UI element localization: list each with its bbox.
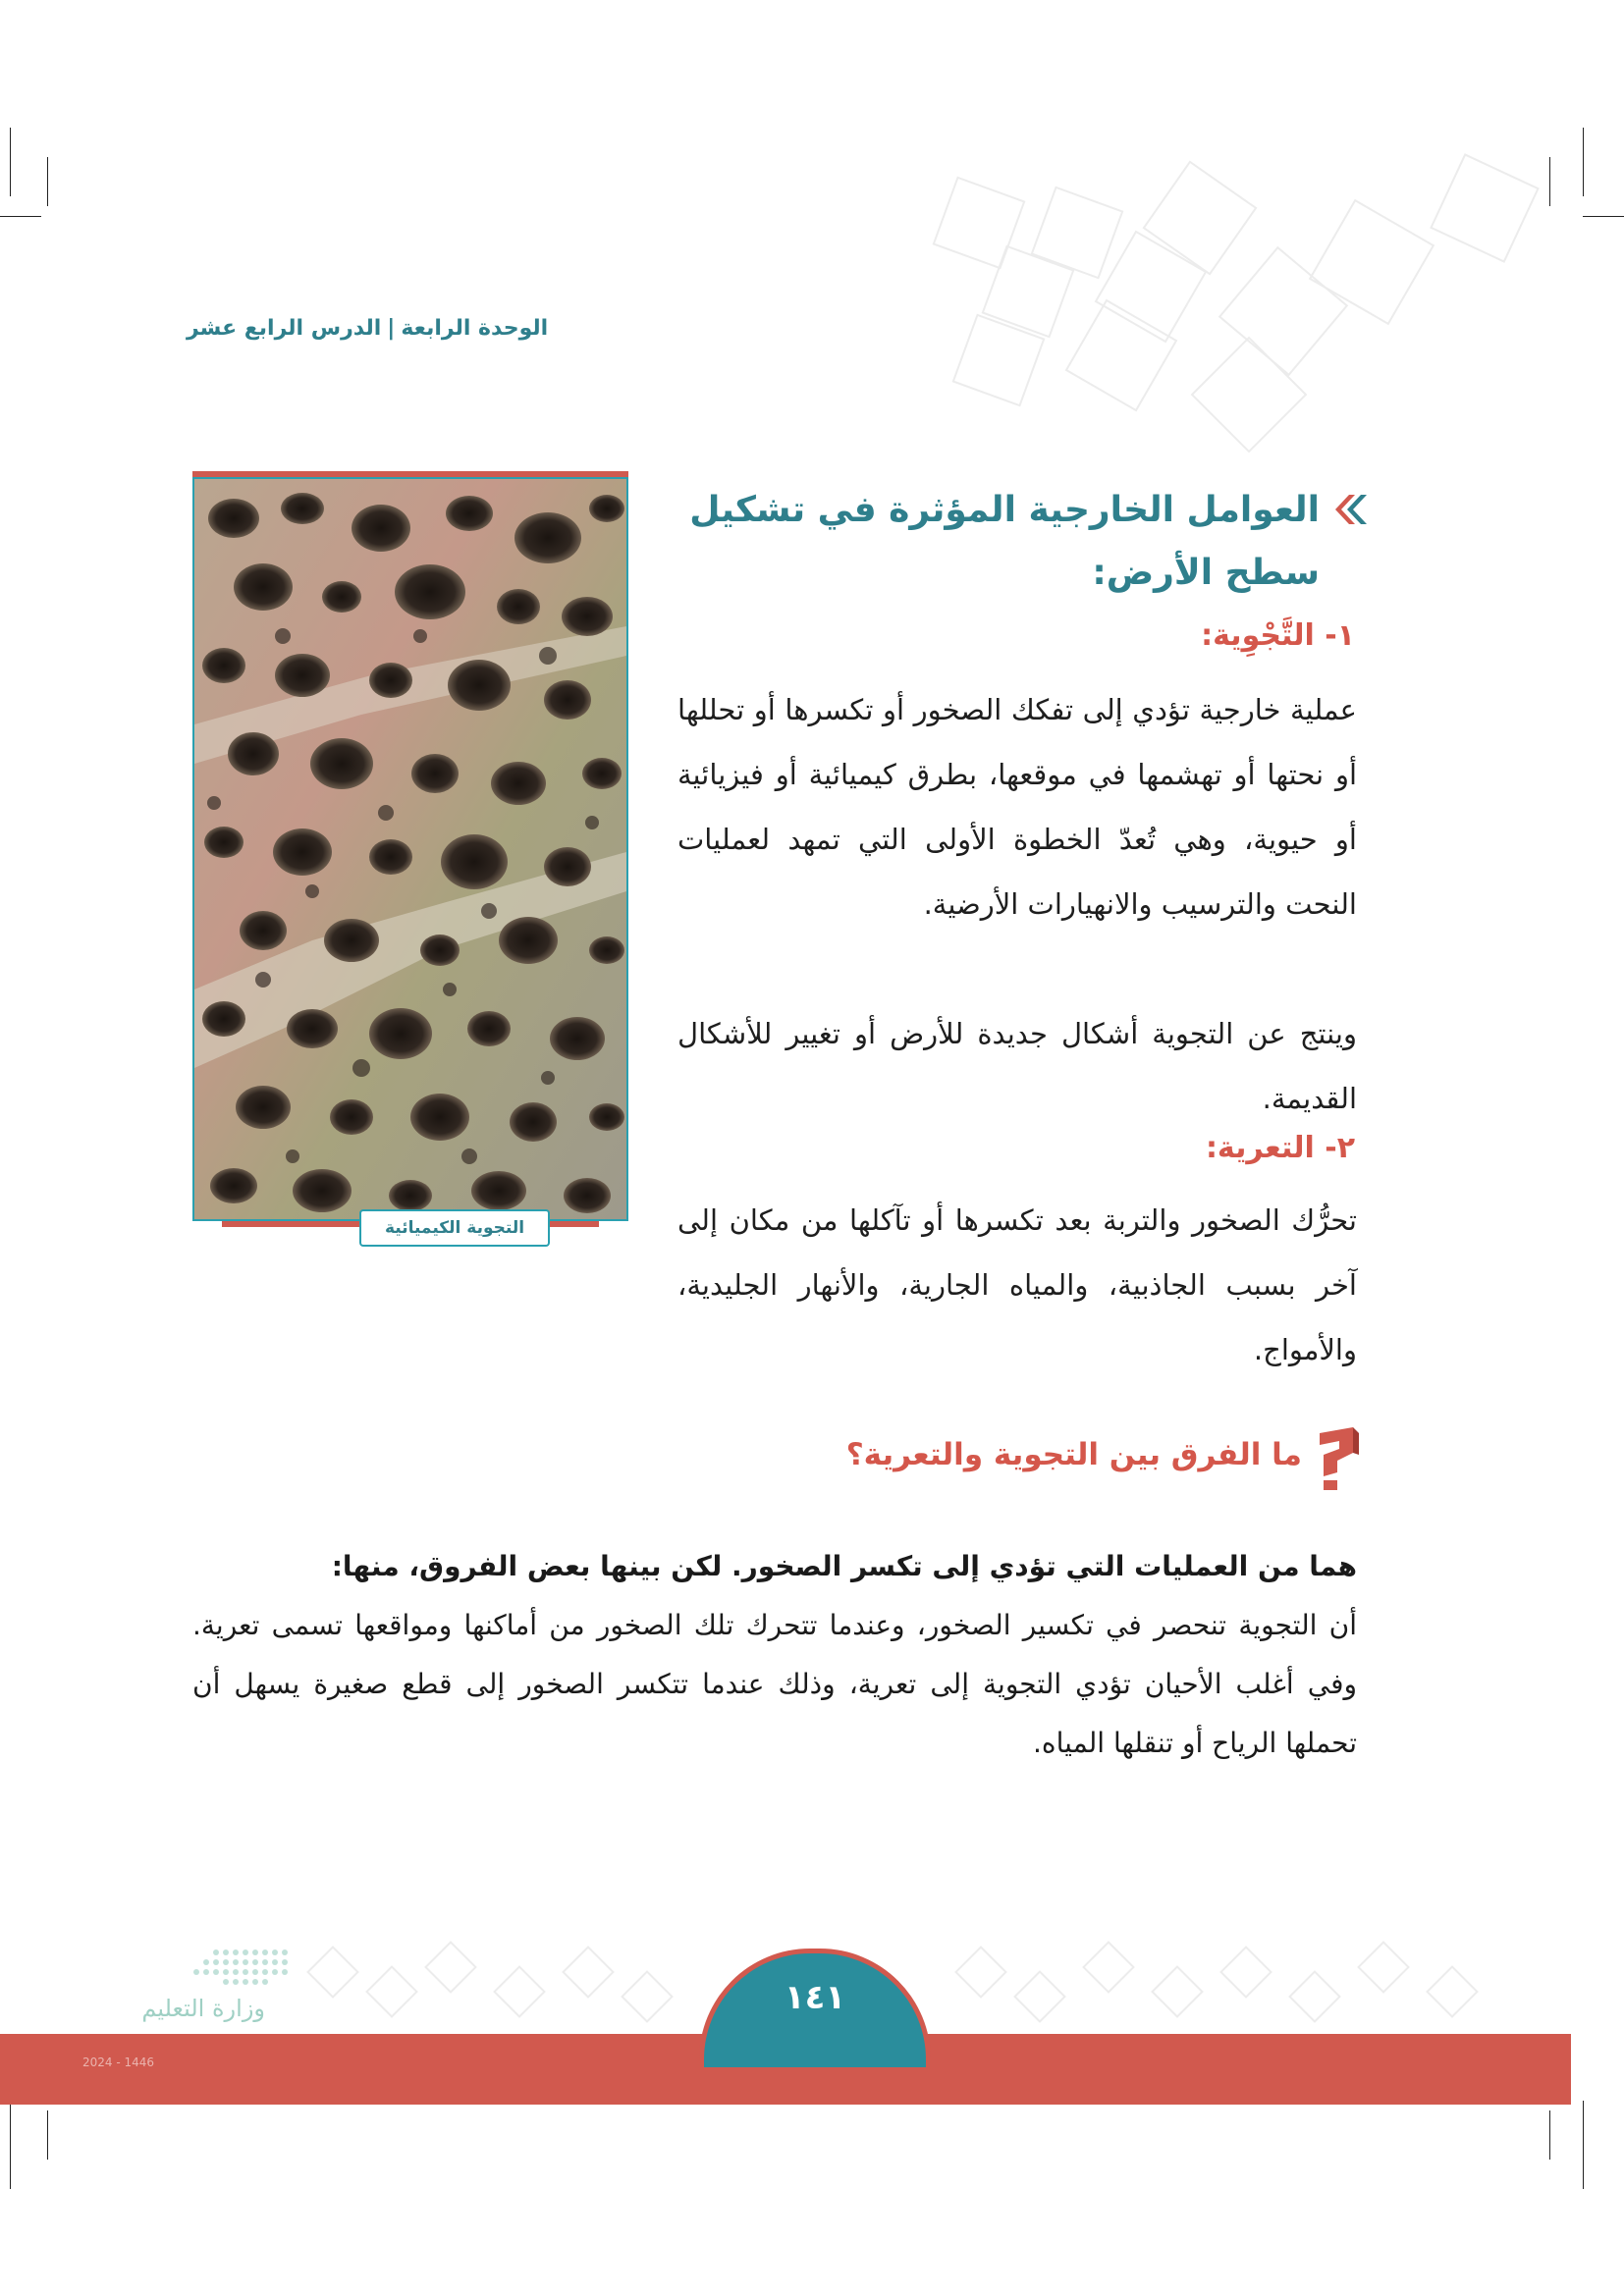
- section-title: العوامل الخارجية المؤثرة في تشكيل سطح الأرض:: [689, 490, 1320, 593]
- page-number: ١٤١: [784, 1978, 846, 2017]
- header-separator: |: [387, 316, 396, 341]
- crop-mark: [1549, 157, 1550, 206]
- crop-mark: [1583, 128, 1584, 196]
- crop-mark: [47, 2110, 48, 2160]
- lesson-label: الدرس الرابع عشر: [187, 316, 382, 341]
- honeycomb-rock-image: [194, 479, 626, 1219]
- weathering-definition: عملية خارجية تؤدي إلى تفكك الصخور أو تكسرها أو تحللها أو نحتها أو تهشمها في موقعها، بطرق كيميائية أو فيزيائية أو حيوية، وهي تُعدّ الخطوة الأولى التي تمهد لعمليات النحت والترسيب والانهيارات الأرضية.: [677, 693, 1357, 921]
- crop-mark: [0, 216, 41, 217]
- erosion-heading: ٢- التعرية:: [1205, 1131, 1355, 1165]
- crop-mark: [10, 2101, 11, 2189]
- erosion-definition: تحرُّك الصخور والتربة بعد تكسرها أو تآكلها من مكان إلى آخر بسبب الجاذبية، والمياه الجارية، والأنهار الجليدية، والأمواج.: [677, 1203, 1357, 1366]
- crop-mark: [47, 157, 48, 206]
- double-chevron-icon: [1327, 493, 1367, 526]
- question-text: ما الفرق بين التجوية والتعرية؟: [845, 1437, 1302, 1472]
- unit-lesson-header: [187, 316, 579, 355]
- photo-caption: التجوية الكيميائية: [359, 1209, 550, 1247]
- edition-year: 2024 - 1446: [82, 2056, 155, 2069]
- unit-label: الوحدة الرابعة: [401, 316, 549, 341]
- crop-mark: [1549, 2110, 1550, 2160]
- section-title-block: [648, 479, 1365, 605]
- crop-mark: [10, 128, 11, 196]
- weathering-result: وينتج عن التجوية أشكال جديدة للأرض أو تغيير للأشكال القديمة.: [677, 1017, 1357, 1115]
- answer-body: أن التجوية تنحصر في تكسير الصخور، وعندما تتحرك تلك الصخور من أماكنها ومواقعها تسمى تعرية. وفي أغلب الأحيان تؤدي التجوية إلى تعرية، وذلك عندما تتكسر الصخور إلى قطع صغيرة يسهل أن تحملها الرياح أو تنقلها المياه.: [192, 1609, 1357, 1759]
- rock-photo: [192, 471, 628, 1227]
- crop-mark: [1583, 2101, 1584, 2189]
- crop-mark: [1583, 216, 1624, 217]
- weathering-heading: ١- التَّجْوِية:: [1201, 618, 1355, 653]
- rock-photo-frame: [192, 477, 628, 1221]
- answer-intro: هما من العمليات التي تؤدي إلى تكسر الصخور. لكن بينها بعض الفروق، منها:: [331, 1550, 1357, 1582]
- question-mark-icon: [1314, 1425, 1359, 1492]
- ministry-name: وزارة التعليم: [141, 1995, 265, 2022]
